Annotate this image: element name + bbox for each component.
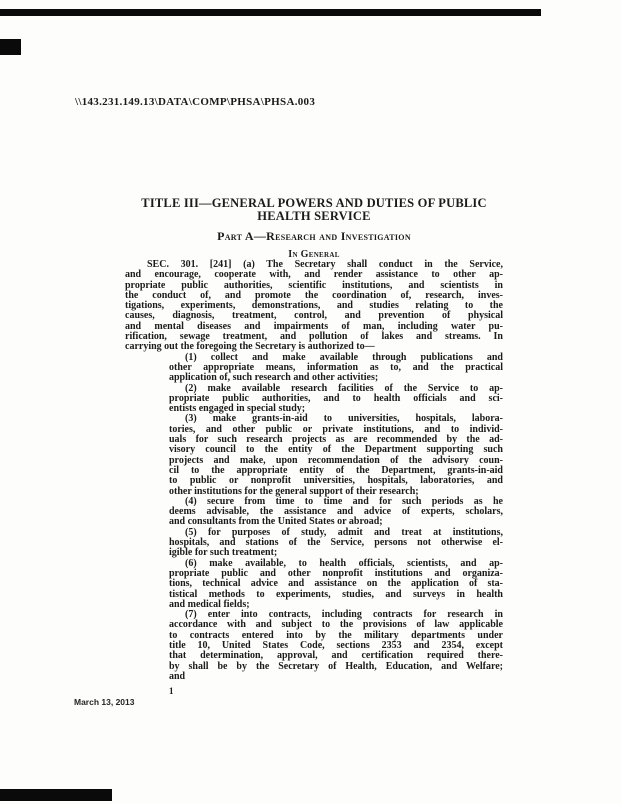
file-path-header: \\143.231.149.13\DATA\COMP\PHSA\PHSA.003 — [75, 96, 316, 108]
text-line: (6) make available, to health officials, scientists, and ap- — [185, 557, 503, 569]
text-line: tigations, experiments, demonstrations, and studies relating to the — [125, 300, 503, 312]
text-line: carrying out the foregoing the Secretary is authorized to— — [125, 341, 375, 353]
text-line: cil to the appropriate entity of the Department, grants-in-aid — [169, 464, 503, 476]
text-line: entists engaged in special study; — [169, 403, 306, 415]
title-line-2: HEALTH SERVICE — [257, 209, 371, 223]
text-line: tions, technical advice and assistance on the application of sta- — [169, 578, 503, 590]
document-text-block — [125, 197, 503, 682]
page-number: 1 — [169, 686, 174, 696]
clause-5 — [169, 528, 503, 559]
text-line: and — [169, 670, 186, 682]
clause-2 — [169, 384, 503, 415]
text-line: and medical fields; — [169, 598, 250, 610]
paragraph-sec-301-a — [125, 260, 503, 353]
text-line: by shall be by the Secretary of Health, Education, and Welfare; — [169, 660, 503, 672]
text-line: to contracts entered into by the military departments under — [169, 629, 503, 641]
title-line-1: TITLE III—GENERAL POWERS AND DUTIES OF PUBLIC — [141, 196, 487, 210]
text-line: other appropriate means, information as to, and the practical — [169, 361, 503, 373]
clause-7 — [169, 610, 503, 682]
scan-artifact-left-mark — [0, 39, 21, 55]
in-general-heading: In General — [288, 249, 340, 260]
text-line: (2) make available research facilities of the Service to ap- — [185, 382, 503, 394]
text-line: application of, such research and other activities; — [169, 372, 379, 384]
text-line: tories, and other public or private institutions, and to individ- — [169, 423, 503, 435]
clause-6 — [169, 559, 503, 610]
clause-3 — [169, 414, 503, 496]
text-line: (3) make grants-in-aid to universities, hospitals, labora- — [185, 413, 503, 425]
text-line: the conduct of, and promote the coordination of, research, inves- — [125, 289, 503, 301]
text-line: and mental diseases and impairments of man, including water pu- — [125, 320, 503, 332]
text-line: and encourage, cooperate with, and render assistance to other ap- — [125, 269, 503, 281]
text-line: rification, sewage treatment, and pollution of lakes and streams. In — [125, 331, 503, 343]
date-note: March 13, 2013 — [74, 697, 135, 707]
part-heading: Part A—Research and Investigation — [217, 229, 411, 243]
text-line: propriate public and other nonprofit institutions and organiza- — [169, 567, 503, 579]
clause-4 — [169, 497, 503, 528]
text-line: (4) secure from time to time and for such periods as he — [185, 495, 503, 507]
scan-artifact-bottom-bar — [0, 789, 112, 801]
text-line: (7) enter into contracts, including contracts for research in — [185, 609, 503, 621]
text-line: igible for such treatment; — [169, 547, 278, 559]
text-line: tistical methods to experiments, studies, and surveys in health — [169, 588, 503, 600]
text-line: other institutions for the general support of their research; — [169, 485, 419, 497]
text-line: projects and make, upon recommendation of the advisory coun- — [169, 454, 503, 466]
text-line: accordance with and subject to the provisions of law applicable — [169, 619, 503, 631]
text-line: causes, diagnosis, treatment, control, and prevention of physical — [125, 310, 503, 322]
clause-1 — [169, 353, 503, 384]
text-line: hospitals, and stations of the Service, persons not otherwise el- — [169, 537, 503, 549]
text-line: SEC. 301. [241] (a) The Secretary shall conduct in the Service, — [147, 259, 503, 270]
text-line: propriate public authorities, and to health officials and sci- — [169, 392, 503, 404]
text-line: and consultants from the United States or abroad; — [169, 516, 383, 528]
text-line: (1) collect and make available through publications and — [185, 351, 503, 363]
text-line: to public or nonprofit universities, hospitals, laboratories, and — [169, 475, 503, 487]
text-line: deems advisable, the assistance and advice of experts, scholars, — [169, 506, 503, 518]
scan-artifact-top-bar — [0, 9, 541, 16]
text-line: title 10, United States Code, sections 2353 and 2354, except — [169, 639, 503, 651]
text-line: (5) for purposes of study, admit and treat at institutions, — [185, 526, 503, 538]
text-line: visory council to the entity of the Department supporting such — [169, 444, 503, 456]
text-line: that determination, approval, and certification required there- — [169, 650, 503, 662]
title-heading — [125, 197, 503, 223]
text-line: propriate public authorities, scientific institutions, and scientists in — [125, 279, 503, 291]
text-line: uals for such research projects as are recommended by the ad- — [169, 434, 503, 446]
